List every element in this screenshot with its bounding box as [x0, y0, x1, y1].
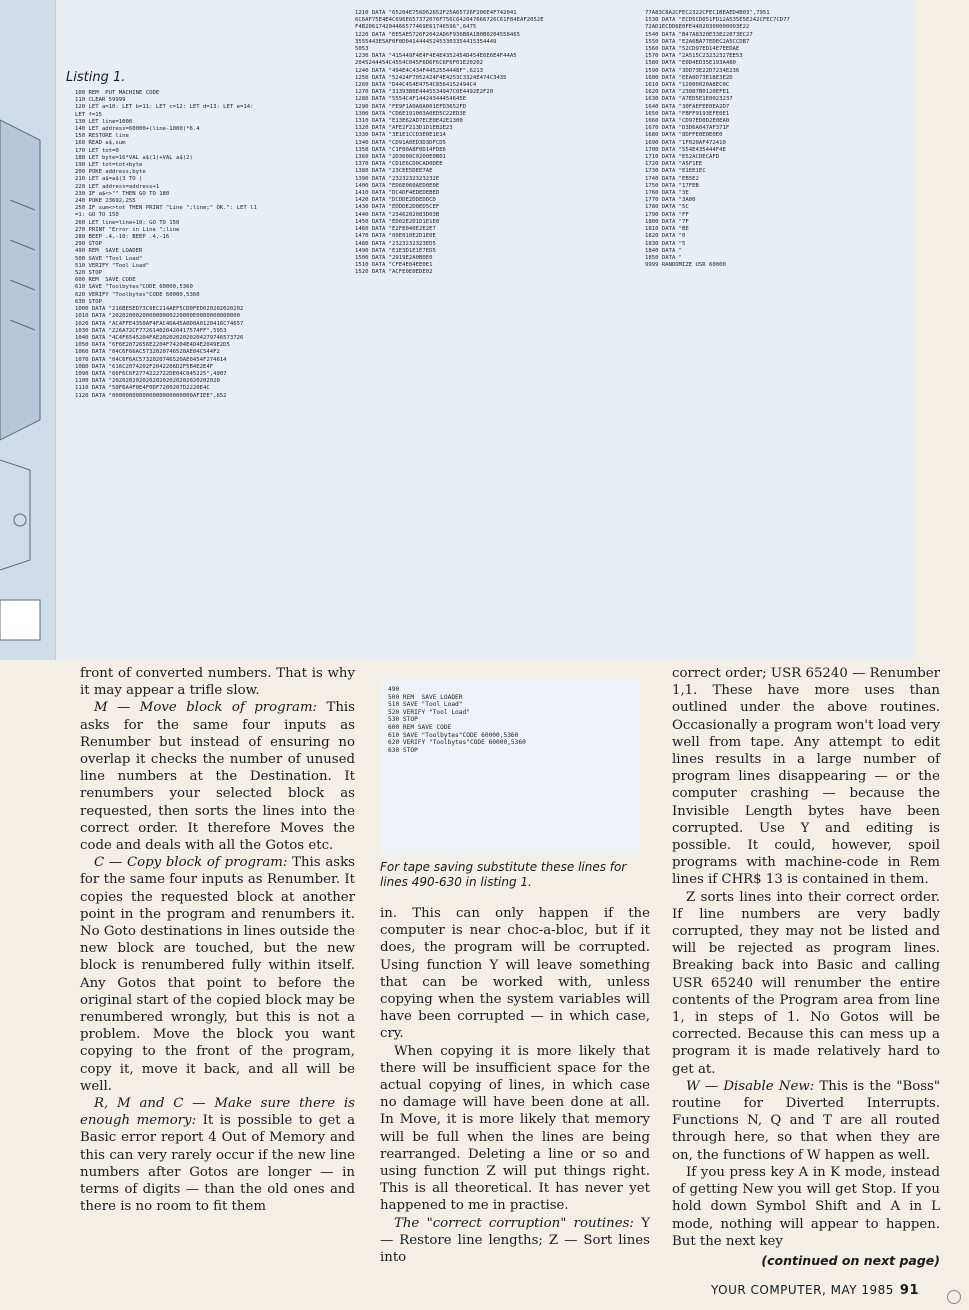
- section-heading: R, M and C — Make sure there is enough memory:: [80, 1096, 355, 1129]
- section-heading: C — Copy block of program:: [94, 855, 288, 871]
- section-heading: M — Move block of program:: [94, 700, 318, 716]
- paragraph: When copying it is more likely that there will be insufficient space for the actual copying of lines, in which case no damage will have been done at all. In Move, it is more likely that memory will be full when the lines are being rearranged. Deleting a line or so and using function Z will put things right. This is all theoretical. It has never yet happened to me in practise.: [380, 1043, 650, 1214]
- page-footer: [711, 1283, 919, 1298]
- listing-code-middle: 1210 DATA "65204E756D62652F25A65726F206E4F742041 6C6AF75E4E4C696E657372076F756C642047666726C61F84EAF2052E F4B206174204466577469E61746596",6475 1220 DATA "EE5AE5726F2042AD6F936B8A1B0B0204558465 3555443E5AF0F0D041444452453303354415354449 5053 1230 DATA "415449F4E4F4E4E4352454D454E6E6E4F44A5 2045244454C4554C045F6D6F6C6F6F01E20202 1240 DATA "494E4C434F4452554448F",6213 1250 DATA "52424F7052424F4E4253C3324E474C3435 1260 DATA "D44C454E4754C8564152494C4 1270 DATA "31393B0E4445534947C0E4492E2F20 1280 DATA "5554C4F14424344454645E 1290 DATA "FE9F1A0A0A001EFD3652FD 1300 DATA "CD6E191003A0ED5C22ED3E 1310 DATA "E13E62AD7ECE0E42E1300 1320 DATA "AFE2F213D1D1EB2E23 1330 DATA "3E1E1CCD3E0E1E14 1340 DATA "CD91A0ED3D3DFCD5 1350 DATA "C1F00A8F0D14FDE6 1360 DATA "2D3600C0200E0B01 1370 DATA "CD1E6CD0CAD0DEE 1380 DATA "23CEE5DEE7AE 1390 DATA "2323232323232E 1400 DATA "ED6E060AED0E0E 1410 DATA "DC4DF4EDEDEBED 1420 DATA "DCDDE2DDEDDCD 1430 DATA "EDDDE2D0ED5CEF 1440 DATA "2346202083D03B 1450 DATA "ED02E2D1D1E1E0 1460 DATA "E2FE040E2E2E7 1470 DATA "00E010E2D1E0E 1480 DATA "2323232323ED5 1490 DATA "E1E3D1E1E7ED5 1500 DATA "2919E2A0B0E0 1510 DATA "CFE4E04EE0E1 1520 DATA "ACFE0E0EDE02: [355, 10, 544, 276]
- tape-listing-code: 490 500 REM SAVE LOADER 510 SAVE "Tool Load" 520 VERIFY "Tool Load" 530 STOP 600 REM SAVE CODE 610 SAVE "Toolbytes"CODE 60000,5360 620 VERIFY "Toolbytes"CODE 60000,5360 630 STOP: [388, 686, 526, 754]
- listing-title: Listing 1.: [66, 70, 126, 85]
- text-column-1: [80, 665, 355, 1216]
- paragraph-body: This asks for the same four inputs as Renumber. It copies the requested block at another point in the program and renumbers it. No Goto destinations in lines outside the new block are touched, but the new block is renumbered fully within itself. Any Gotos that point to before the original start of the copied block may be renumbered wrongly, but this is not a problem. Move the block you want copying to the front of the program, copy it, move it back, and all will be well.: [80, 855, 355, 1094]
- illustration-strip: [0, 0, 60, 660]
- magazine-issue: YOUR COMPUTER, MAY 1985: [710, 1283, 894, 1297]
- paragraph: front of converted numbers. That is why it may appear a trifle slow.: [80, 666, 355, 699]
- listing-code-left: 100 REM PUT MACHINE CODE 110 CLEAR 59999 120 LET a=10: LET b=11: LET c=12: LET d=13: LET e=14: LET f=15 130 LET line=1000 140 LET address=60000+(line-1000)*6.4 150 RESTORE line 160 READ a$,sum 170 LET tot=0 180 LET byte=16*VAL a$(1)+VAL a$(2) 190 LET tot=tot+byte 200 POKE address,byte 210 LET a$=a$(3 TO ) 220 LET address=address+1 230 IF a$<>"" THEN GO TO 180 240 POKE 23692,255 250 IF sum<>tot THEN PRINT "Line ";line;" OK.": LET l1 =1: GO TO 150 260 LET line=line+10: GO TO 150 270 PRINT "Error in Line ";line 280 BEEP .4,-10: BEEP .4,-16 290 STOP 490 REM SAVE LOADER 500 SAVE "Tool Load" 510 VERIFY "Tool Load" 520 STOP 600 REM SAVE CODE 610 SAVE "Toolbytes"CODE 60000,5360 620 VERIFY "Toolbytes"CODE 60000,5360 630 STOP 1000 DATA "216BE5ED73C9EC214AEF5CD0FED020202020202 1010 DATA "202020002000000000220000E0000000000000 1020 DATA "AC4FFE4350AF4FAC4DA45A0D0A0120416C74657 1030 DATA "226A72CF772614020420417574FF",5953 1040 DATA "4C4F6545204FAE2020202020204279746573726 1050 DATA "6F6E2072656E2204F74204E4D4E2049E2D5 1060 DATA "04C6F66AC5732020746520AE04C544F2 1070 DATA "04C6F6AC5732020746520AE0454F274614 1080 DATA "616C2074202F2042206D2F5B4E2E4F 1090 DATA "66F6C6F2774222722DE04C045225",4907 1100 DATA "20202020202020202020202020202020 1110 DATA "50F6A4F0E4F0DF7200207D2220E4C 1120 DATA "000000000000000000000000AFIEE",652: [75, 90, 257, 399]
- tape-listing-box: [380, 680, 640, 855]
- paragraph-body: This is the "Boss" routine for Diverted Interrupts. Functions N, Q and T are all routed through here, so that when they are on, the functions of W happen as well.: [672, 1078, 940, 1163]
- paragraph-body: It is possible to get a Basic error report 4 Out of Memory and this can very rarely occur if the new line numbers after Gotos are longer — in terms of digits — than the old ones and there is no room to fit them: [80, 1113, 355, 1215]
- continued-note: (continued on next page): [761, 1252, 940, 1268]
- paragraph-body: This asks for the same four inputs as Renumber but instead of ensuring no overlap it checks the number of unused line numbers at the Destination. It renumbers your selected block as requested, then sorts the lines into the correct order. It therefore Moves the code and deals with all the Gotos etc.: [80, 700, 355, 854]
- paragraph: [380, 1215, 650, 1267]
- paragraph: in. This can only happen if the computer is near choc-a-bloc, but if it does, the program will be corrupted. Using function Y will leave something that can be worked with, unless copying when the system variables will have been corrupted — in which case, cry.: [380, 906, 650, 1042]
- section-heading: W — Disable New:: [686, 1078, 815, 1094]
- tape-listing-caption: For tape saving substitute these lines for lines 490-630 in listing 1.: [380, 860, 627, 889]
- paragraph: Z sorts lines into their correct order. If line numbers are very badly corrupted, they may not be listed and will be rejected as program lines. Breaking back into Basic and calling USR 65240 will renumber the entire contents of the Program area from line 1, in steps of 1. No Gotos will be corrected. Because this can mess up a program it is made relatively hard to get at.: [672, 889, 940, 1077]
- paragraph: If you press key A in K mode, instead of getting New you will get Stop. If you hold down Symbol Shift and A in L mode, nothing will appear to happen. But the next key: [672, 1164, 940, 1249]
- listing-code-right: 77A83C8A2CFEC2322CFEC1BEAED4B03",7951 1530 DATA "ECD5CD051FD12A535E5E242CFEC7CD77 72AD1ECDD6E0FE44020300000003E22 1540 DATA "B47A8320E33E22073EC27 1550 DATA "E2A6BA77EDEC2A5CCDB7 1560 DATA "52CD97ED14E7EEDAE 1570 DATA "2A515C23232327EE53 1580 DATA "E0D4ED35E193A480 1590 DATA "3DD73E22D7234E236 1600 DATA "EEA0D73E18E3E2D 1610 DATA "12000020A8EC0C 1620 DATA "23087B0120EFE1 1630 DATA "A7ED5E1E0023237 1640 DATA "30FAEFEE0EA2D7 1650 DATA "FBFF9193EFE0E1 1660 DATA "CD97ED0D2E0EA0 1670 DATA "D3D6A047AF371F 1680 DATA "8DFFE0E0E0E0 1690 DATA "1F020AF472410 1700 DATA "554E435444F4E 1710 DATA "E52ACDECAFD 1720 DATA "A5F1EE 1730 DATA "E1EE1EC 1740 DATA "EB5E2 1750 DATA "17FEB 1760 DATA "3E 1770 DATA "3A00 1780 DATA "5C 1790 DATA "FF 1800 DATA "7F 1810 DATA "BE 1820 DATA "0 1830 DATA "5 1840 DATA " 1850 DATA " 9999 RANDOMIZE USR 60000: [645, 10, 790, 269]
- page-number: 91: [899, 1283, 919, 1298]
- paragraph: [80, 854, 355, 1095]
- paragraph: [80, 1095, 355, 1215]
- paragraph: correct order; USR 65240 — Renumber 1,1. These have more uses than outlined under the above routines. Occasionally a program won't load very well from tape. Any attempt to edit lines results in a large number of program lines disappearing — or the computer crashing — because the Invisible Length bytes have been corrupted. Use Y and editing is possible. It could, however, spoil programs with machine-code in Rem lines if CHR$ 13 is contained in them.: [672, 666, 940, 888]
- section-heading: The "correct corruption" routines:: [394, 1215, 634, 1231]
- binding-hole-icon: [947, 1290, 961, 1304]
- computer-illustration: [0, 0, 60, 660]
- paragraph: [672, 1078, 940, 1164]
- text-column-3: [672, 665, 940, 1269]
- paragraph-body: Y — Restore line lengths; Z — Sort lines into: [380, 1215, 650, 1266]
- paragraph: [80, 699, 355, 854]
- text-column-2: [380, 905, 650, 1266]
